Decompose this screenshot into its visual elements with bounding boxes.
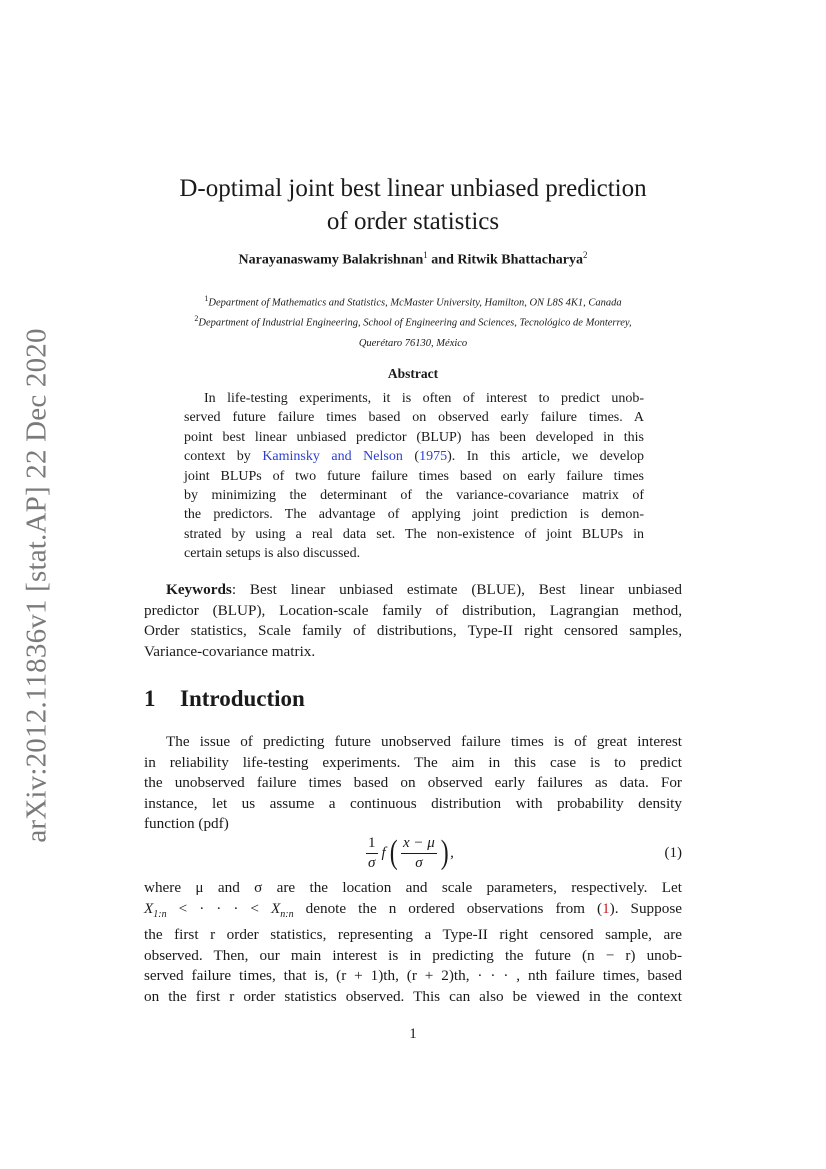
body-line: the unobserved failure times based on observed early failures as data. For	[144, 774, 682, 791]
abstract-heading: Abstract	[387, 366, 439, 381]
affiliation-2-text-line-1: Department of Industrial Engineering, School of Engineering and Sciences, Tecnológico de Monterrey,	[198, 317, 632, 329]
citation-link-year[interactable]: 1975	[419, 449, 448, 465]
math-symbol: X	[271, 899, 281, 917]
body-line: function (pdf)	[144, 815, 229, 832]
equation-left-paren: (	[389, 834, 398, 871]
abstract-line: served future failure times based on observed early failure times. A	[184, 410, 644, 426]
equation-comma: ,	[450, 844, 454, 861]
keywords-line: Order statistics, Scale family of distributions, Type-II right censored samples,	[144, 622, 682, 639]
arxiv-identifier-text: arXiv:2012.11836v1 [stat.AP] 22 Dec 2020	[20, 327, 53, 843]
body-line: where μ and σ are the location and scale parameters, respectively. Let	[144, 879, 682, 896]
equation-right-paren: )	[440, 834, 449, 871]
abstract-line: point best linear unbiased predictor (BLUP) has been developed in this	[184, 429, 644, 445]
equation-reference-link[interactable]: 1	[602, 899, 610, 917]
equation-number: (1)	[664, 844, 682, 861]
abstract-line: strated by using a real data set. The non-existence of joint BLUPs in	[184, 526, 644, 542]
paper-title	[110, 172, 716, 238]
affiliation-2-mark: 2	[194, 314, 199, 323]
citation-link-kaminsky-nelson[interactable]: Kaminsky and Nelson	[262, 449, 403, 465]
body-text: ). Suppose	[609, 899, 682, 917]
fraction-numerator: x − μ	[401, 835, 437, 854]
body-text: < · · · <	[166, 899, 271, 917]
equation-function-symbol: f	[381, 844, 386, 861]
body-line: The issue of predicting future unobserved failure times is of great interest	[166, 733, 682, 750]
equation-expression	[364, 828, 454, 878]
author-1: Narayanaswamy Balakrishnan	[238, 252, 424, 268]
abstract-text: context by	[184, 449, 263, 465]
author-2: Ritwik Bhattacharya	[457, 252, 583, 268]
keywords-line	[144, 580, 682, 601]
intro-paragraph-1	[144, 732, 682, 835]
intro-paragraph-2	[144, 878, 682, 1007]
keywords-line: Variance-covariance matrix.	[144, 642, 316, 660]
abstract-text: (	[402, 449, 420, 465]
keywords-text: : Best linear unbiased estimate (BLUE), Best linear unbiased	[231, 581, 682, 598]
math-symbol: X	[144, 899, 154, 917]
body-line: in reliability life-testing experiments. The aim in this case is to predict	[144, 753, 682, 771]
body-line-with-reference	[144, 899, 682, 926]
page-number: 1	[409, 1026, 417, 1042]
paper-title-line-2: of order statistics	[326, 208, 500, 235]
affiliation-1-text: Department of Mathematics and Statistics, McMaster University, Hamilton, ON L8S 4K1, Canada	[208, 297, 622, 309]
body-text: denote the n ordered observations from (	[293, 899, 603, 917]
author-connector: and	[427, 252, 458, 268]
arxiv-identifier-stamp	[12, 327, 62, 843]
math-subscript: n:n	[280, 908, 294, 920]
abstract-line: by minimizing the determinant of the variance-covariance matrix of	[184, 488, 644, 504]
keywords-line: predictor (BLUP), Location-scale family of distribution, Lagrangian method,	[144, 601, 682, 619]
abstract-line: certain setups is also discussed.	[184, 546, 361, 562]
fraction-denominator: σ	[368, 854, 376, 871]
section-heading-introduction	[144, 686, 305, 712]
abstract-line-with-citation	[184, 447, 644, 466]
abstract-body	[184, 389, 644, 564]
paper-title-line-1: D-optimal joint best linear unbiased prediction	[179, 175, 647, 202]
equation-standardized-fraction	[401, 835, 437, 872]
keywords-paragraph	[144, 580, 682, 662]
math-subscript: 1:n	[153, 908, 167, 920]
fraction-denominator: σ	[415, 854, 423, 871]
keywords-label: Keywords	[166, 581, 232, 598]
abstract-line: In life-testing experiments, it is often of interest to predict unob-	[204, 391, 644, 406]
body-line: on the first r order statistics observed. This can also be viewed in the context	[144, 987, 682, 1005]
section-number: 1	[144, 686, 156, 711]
affiliation-1-mark: 1	[204, 294, 209, 303]
body-line: observed. Then, our main interest is in predicting the future (n − r) unob-	[144, 946, 682, 964]
author-list	[110, 250, 716, 269]
author-2-affiliation-mark: 2	[582, 250, 588, 260]
body-line: instance, let us assume a continuous distribution with probability density	[144, 794, 682, 812]
fraction-numerator: 1	[366, 835, 378, 854]
affiliation-2-text-line-2: Querétaro 76130, México	[358, 337, 468, 349]
body-line: served failure times, that is, (r + 1)th, (r + 2)th, · · · , nth failure times, based	[144, 967, 682, 985]
equation-1	[144, 828, 682, 878]
section-title: Introduction	[180, 686, 305, 711]
body-line: the first r order statistics, representing a Type-II right censored sample, are	[144, 926, 682, 944]
author-1-affiliation-mark: 1	[423, 250, 428, 260]
equation-scale-fraction	[366, 835, 378, 872]
abstract-line: the predictors. The advantage of applying joint prediction is demon-	[184, 507, 644, 523]
abstract-text: ). In this article, we develop	[447, 449, 644, 465]
abstract-line: joint BLUPs of two future failure times based on early failure times	[184, 468, 644, 484]
affiliation-2	[140, 309, 686, 354]
